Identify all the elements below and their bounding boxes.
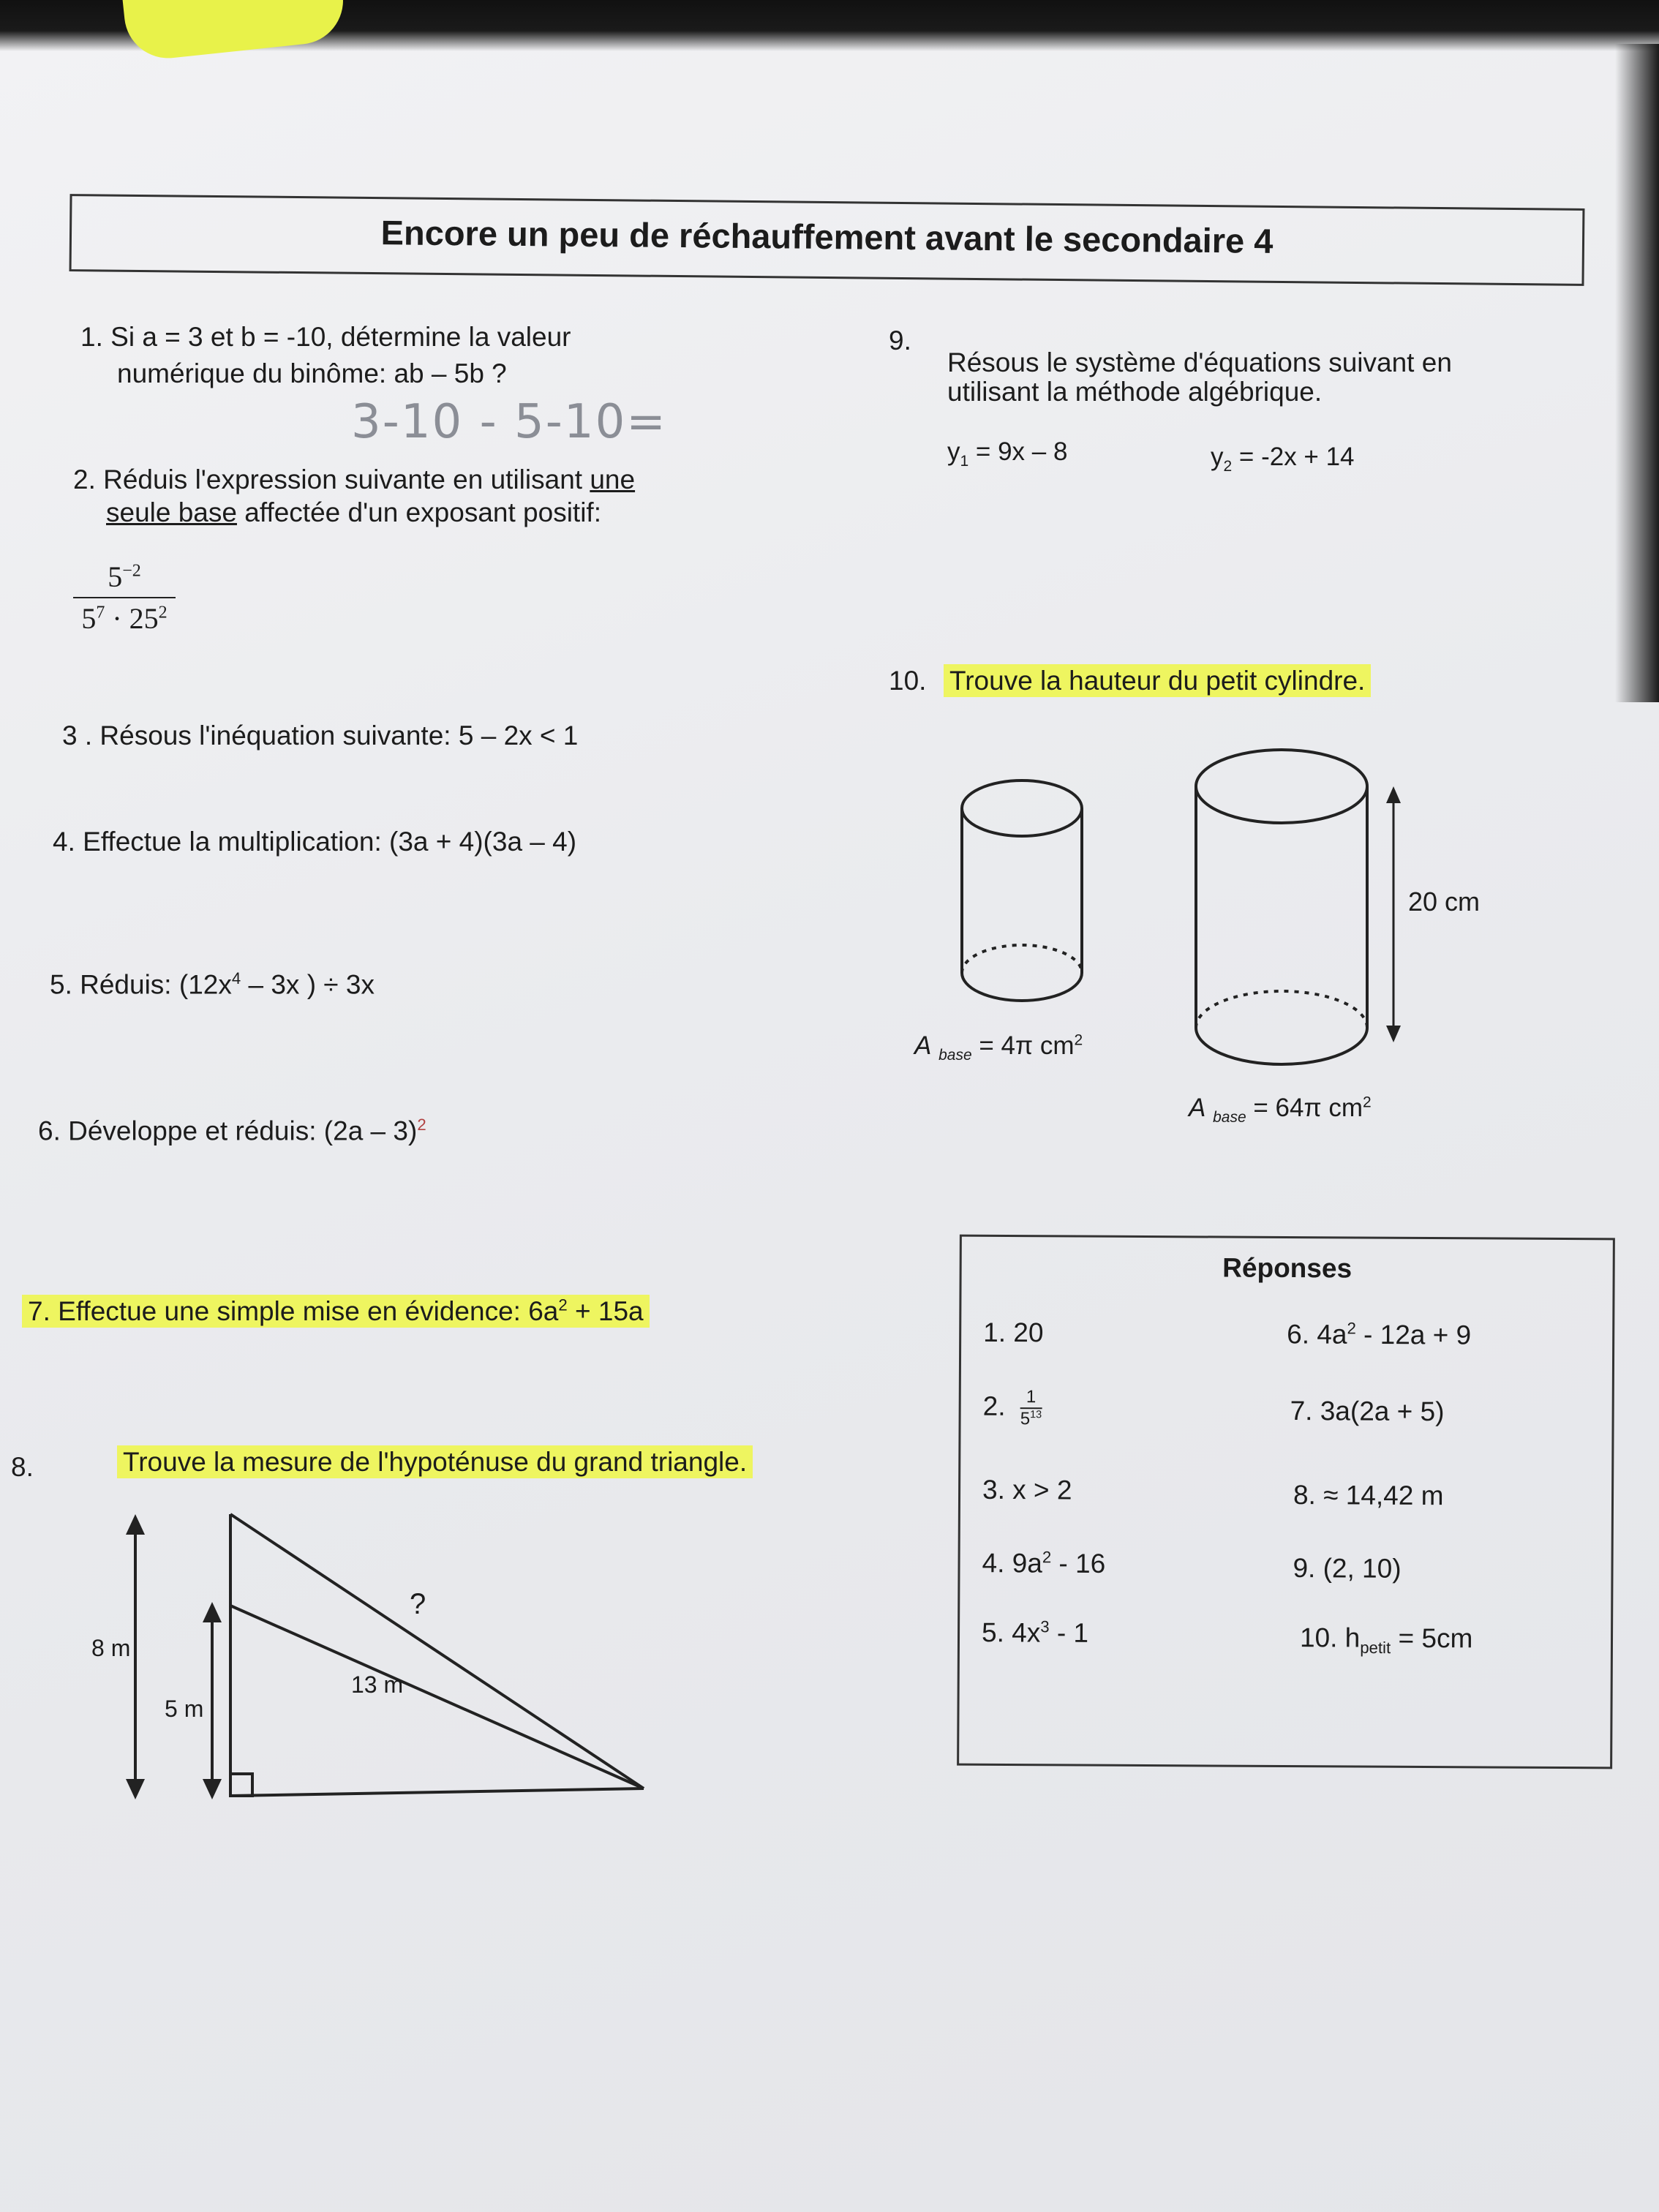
q2-num-exp: −2 bbox=[122, 561, 141, 581]
q3-text: 3 . Résous l'inéquation suivante: 5 – 2x < 1 bbox=[62, 721, 579, 750]
q10-highlight: Trouve la hauteur du petit cylindre. bbox=[944, 664, 1371, 697]
small-cylinder-bottom-front bbox=[962, 973, 1082, 1001]
big-cylinder-area bbox=[1189, 1094, 1372, 1126]
arrow-8m-top-head bbox=[126, 1514, 145, 1535]
answer-5 bbox=[982, 1617, 1088, 1649]
answer-2-num: 1 bbox=[1026, 1387, 1037, 1407]
q7-exp: 2 bbox=[558, 1296, 568, 1314]
big-cylinder-height: 20 cm bbox=[1408, 887, 1481, 917]
big-cylinder-top bbox=[1196, 750, 1367, 823]
q8-number: 8. bbox=[11, 1452, 34, 1482]
small-area-a: A bbox=[914, 1031, 932, 1060]
q1-line2: numérique du binôme: ab – 5b ? bbox=[117, 358, 507, 388]
arrow-5m-top-head bbox=[203, 1602, 222, 1622]
big-cylinder bbox=[1196, 750, 1393, 1064]
small-area-sub: base bbox=[938, 1047, 972, 1064]
answer-10-sub: petit bbox=[1360, 1638, 1391, 1658]
small-cylinder bbox=[962, 780, 1082, 1001]
q9-eq1-var: y bbox=[947, 437, 960, 466]
answer-5-a: 5. 4x bbox=[981, 1617, 1041, 1648]
q2-num-base: 5 bbox=[108, 560, 123, 593]
q9-equation1 bbox=[947, 437, 1067, 470]
answer-7: 7. 3a(2a + 5) bbox=[1290, 1396, 1445, 1427]
q2-line1-text: 2. Réduis l'expression suivante en utilisant bbox=[73, 464, 590, 494]
q9-eq1-sub: 1 bbox=[960, 453, 969, 470]
height-arrow-bottom-head bbox=[1386, 1026, 1401, 1042]
q4-text: 4. Effectue la multiplication: (3a + 4)(3a – 4) bbox=[53, 827, 577, 857]
right-angle-mark bbox=[230, 1774, 252, 1796]
answer-10 bbox=[1300, 1622, 1473, 1658]
q6-exp: 2 bbox=[417, 1116, 426, 1134]
answer-10-b: = 5cm bbox=[1391, 1622, 1473, 1654]
q5-text-b: – 3x ) ÷ 3x bbox=[241, 969, 375, 1000]
arrow-8m-bottom-head bbox=[126, 1779, 145, 1799]
q9-line2: utilisant la méthode algébrique. bbox=[947, 377, 1323, 407]
answer-4-a: 4. 9a bbox=[982, 1548, 1042, 1579]
label-8m: 8 m bbox=[91, 1635, 131, 1661]
answer-1: 1. 20 bbox=[983, 1317, 1044, 1348]
answer-2-den-exp: 13 bbox=[1030, 1409, 1042, 1421]
q9-eq2-var: y bbox=[1211, 443, 1224, 471]
small-cylinder-bottom-back bbox=[962, 945, 1082, 973]
q9-line1: Résous le système d'équations suivant en bbox=[947, 347, 1452, 377]
answer-6 bbox=[1287, 1319, 1471, 1351]
answers-header: Réponses bbox=[1222, 1252, 1353, 1284]
q9-number: 9. bbox=[889, 326, 911, 356]
label-13m: 13 m bbox=[351, 1671, 404, 1698]
triangle-base bbox=[230, 1788, 644, 1796]
q2-line2-text: affectée d'un exposant positif: bbox=[236, 497, 601, 527]
page-title: Encore un peu de réchauffement avant le secondaire 4 bbox=[380, 213, 1274, 260]
height-arrow-top-head bbox=[1386, 786, 1401, 803]
answer-2-den-base: 5 bbox=[1020, 1409, 1031, 1429]
small-cylinder-top bbox=[962, 780, 1082, 836]
q7-text-a: 7. Effectue une simple mise en évidence: 6a bbox=[28, 1296, 559, 1327]
answer-2-den bbox=[1020, 1407, 1042, 1429]
q5-text-a: 5. Réduis: (12x bbox=[50, 969, 232, 1000]
q2-den-exp2: 2 bbox=[158, 603, 168, 622]
q2-den-exp1: 7 bbox=[96, 603, 105, 622]
small-cylinder-area bbox=[914, 1031, 1083, 1064]
big-area-exp: 2 bbox=[1363, 1094, 1372, 1111]
big-cylinder-bottom-back bbox=[1196, 991, 1367, 1028]
q10-text bbox=[944, 666, 1371, 697]
small-area-value: = 4π cm bbox=[971, 1031, 1075, 1060]
small-area-exp: 2 bbox=[1074, 1031, 1083, 1049]
answer-5-exp: 3 bbox=[1040, 1617, 1050, 1636]
big-area-value: = 64π cm bbox=[1246, 1094, 1363, 1122]
q9-eq2-rhs: = -2x + 14 bbox=[1232, 443, 1355, 471]
q9-eq2-sub: 2 bbox=[1223, 458, 1233, 475]
q10-number: 10. bbox=[889, 666, 927, 696]
q1-line1: 1. Si a = 3 et b = -10, détermine la valeur bbox=[80, 322, 571, 352]
big-cylinder-bottom-front bbox=[1196, 1028, 1367, 1064]
answer-9: 9. (2, 10) bbox=[1293, 1553, 1402, 1584]
answer-6-exp: 2 bbox=[1347, 1319, 1356, 1338]
answer-4-exp: 2 bbox=[1042, 1548, 1052, 1567]
small-hypotenuse bbox=[230, 1606, 644, 1788]
q2-line1-underlined: une bbox=[590, 464, 636, 494]
answer-5-b: - 1 bbox=[1049, 1617, 1089, 1648]
q1-handwritten-work: 3-10 - 5-10= bbox=[351, 395, 667, 449]
answer-6-b: - 12a + 9 bbox=[1355, 1319, 1472, 1350]
answer-2-label: 2. bbox=[982, 1391, 1006, 1421]
answer-2-fraction bbox=[1020, 1387, 1042, 1429]
q7-text-b: + 15a bbox=[567, 1296, 644, 1327]
answers-box bbox=[957, 1235, 1615, 1769]
triangle-diagram bbox=[135, 1514, 644, 1796]
answer-4-b: - 16 bbox=[1051, 1548, 1106, 1579]
answer-10-a: 10. h bbox=[1299, 1622, 1361, 1653]
q6-text-a: 6. Développe et réduis: (2a – 3) bbox=[38, 1116, 418, 1146]
q9-eq1-rhs: = 9x – 8 bbox=[968, 437, 1068, 466]
large-hypotenuse bbox=[230, 1514, 644, 1788]
q2-line2-underlined: seule base bbox=[106, 497, 237, 527]
q2-den-dot: · bbox=[105, 602, 129, 635]
q5-exp: 4 bbox=[231, 969, 241, 988]
answer-4 bbox=[982, 1548, 1105, 1579]
answer-2 bbox=[983, 1387, 1042, 1429]
arrow-5m-bottom-head bbox=[203, 1779, 222, 1799]
q2-den-base2: 25 bbox=[129, 602, 159, 635]
answer-6-a: 6. 4a bbox=[1287, 1319, 1347, 1350]
answer-3: 3. x > 2 bbox=[982, 1474, 1072, 1505]
label-hypotenuse-unknown: ? bbox=[410, 1588, 426, 1620]
label-5m: 5 m bbox=[165, 1696, 204, 1722]
big-area-a: A bbox=[1189, 1094, 1206, 1122]
big-area-sub: base bbox=[1213, 1109, 1246, 1126]
answer-8: 8. ≈ 14,42 m bbox=[1293, 1480, 1444, 1511]
q2-den-base1: 5 bbox=[81, 602, 97, 635]
q8-highlight: Trouve la mesure de l'hypoténuse du grand triangle. bbox=[117, 1445, 753, 1478]
q9-equation2 bbox=[1211, 443, 1355, 475]
